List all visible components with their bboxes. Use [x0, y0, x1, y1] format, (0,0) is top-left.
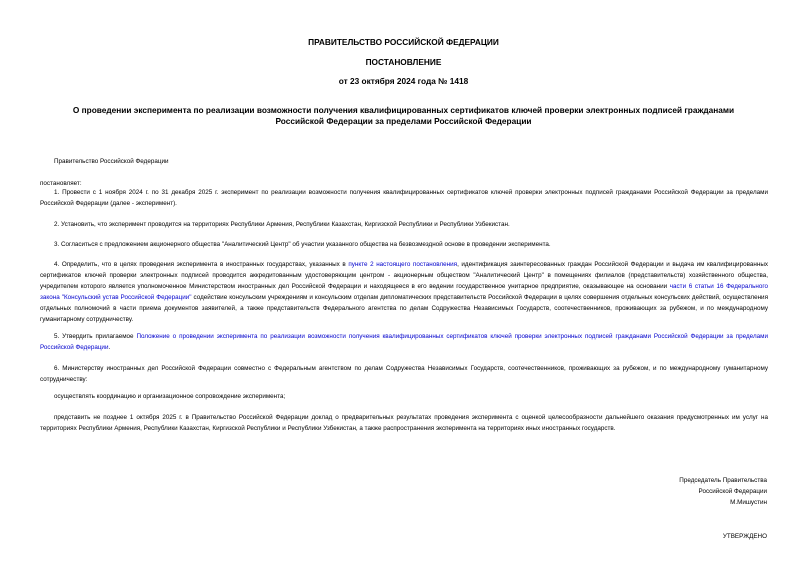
- link-point-2[interactable]: пункте 2 настоящего постановления: [348, 261, 458, 268]
- paragraph-6-item-1: осуществлять координацию и организационное сопровождение эксперимента;: [54, 393, 286, 400]
- government-heading: ПРАВИТЕЛЬСТВО РОССИЙСКОЙ ФЕДЕРАЦИИ: [308, 37, 499, 47]
- paragraph-5-text-b: .: [108, 344, 111, 351]
- document-type: ПОСТАНОВЛЕНИЕ: [365, 57, 442, 67]
- paragraph-2: 2. Установить, что эксперимент проводится на территориях Республики Армения, Республики Казахстан, Киргизской Республики и Республики Узбекистан.: [54, 221, 510, 228]
- link-regulation[interactable]: Положение о проведении эксперимента по реализации возможности получения квалифицированных сертификатов ключей проверки электронных подписей гражданами Российской Федерации за пределами Российской Федерации: [40, 333, 768, 351]
- paragraph-4-text-b: , идентификация заинтересованных граждан Российской Федерации и выдача им квалифицированных сертификатов ключей проверки электронных подписей проводится аккредитованным удостоверяющим центром - акционерным обществом "Аналитический Центр" в помещениях филиалов (представительств) хозяйственного общества, учредителем которого является уполномоченное Министерством иностранных дел Российской Федерации и находящееся в его ведении государственное унитарное предприятие, оказывающее на основании: [40, 261, 768, 290]
- paragraph-6: 6. Министерству иностранных дел Российской Федерации совместно с Федеральным агентством по делам Содружества Независимых Государств, соотечественников, проживающих за рубежом, и по международному гуманитарному сотрудничеству:: [40, 365, 768, 383]
- paragraph-4-text-c: содействие консульским учреждениям и консульским отделам дипломатических представительств Российской Федерации в целях совершения отдельных консульских действий, осуществления отдельных полномочий в части приема документов заявителей, а также представительств Федерального агентства по делам Содружества Независимых Государств, соотечественников, проживающих за рубежом, и по международному гуманитарному сотрудничеству.: [40, 294, 768, 323]
- paragraph-4-text-a: 4. Определить, что в целях проведения эксперимента в иностранных государствах, указанных в: [54, 261, 349, 268]
- intro-text: Правительство Российской Федерации: [54, 158, 169, 165]
- document-date-number: от 23 октября 2024 года № 1418: [338, 76, 469, 86]
- signature-position-line2: Российской Федерации: [698, 488, 767, 495]
- decrees-text: постановляет:: [40, 180, 82, 187]
- document-title: О проведении эксперимента по реализации возможности получения квалифицированных сертификатов ключей проверки электронных подписей гражданами Российской Федерации за пределами Российской Федерации: [72, 105, 735, 126]
- link-consular-charter[interactable]: части 6 статьи 16 Федерального закона "Консульский устав Российской Федерации": [40, 283, 768, 301]
- paragraph-3: 3. Согласиться с предложением акционерного общества "Аналитический Центр" об участии указанного общества на безвозмездной основе в проведении эксперимента.: [54, 241, 551, 248]
- signature-name: М.Мишустин: [730, 499, 767, 506]
- paragraph-6-item-2: представить не позднее 1 октября 2025 г. в Правительство Российской Федерации доклад о предварительных результатах проведения эксперимента с оценкой целесообразности дальнейшего оказания предусмотренных им услуг на территориях Республики Армения, Республики Казахстан, Киргизской Республики и Республики Узбекистан, а также распространения эксперимента на территориях иных иностранных государств.: [40, 414, 768, 432]
- signature-position-line1: Председатель Правительства: [679, 477, 767, 484]
- paragraph-1: 1. Провести с 1 ноября 2024 г. по 31 декабря 2025 г. эксперимент по реализации возможности получения квалифицированных сертификатов ключей проверки электронных подписей гражданами Российской Федерации за пределами Российской Федерации (далее - эксперимент).: [40, 189, 768, 207]
- paragraph-4: [40, 259, 768, 325]
- paragraph-5: [40, 331, 768, 353]
- approved-label: УТВЕРЖДЕНО: [722, 533, 767, 540]
- paragraph-5-text-a: 5. Утвердить прилагаемое: [54, 333, 137, 340]
